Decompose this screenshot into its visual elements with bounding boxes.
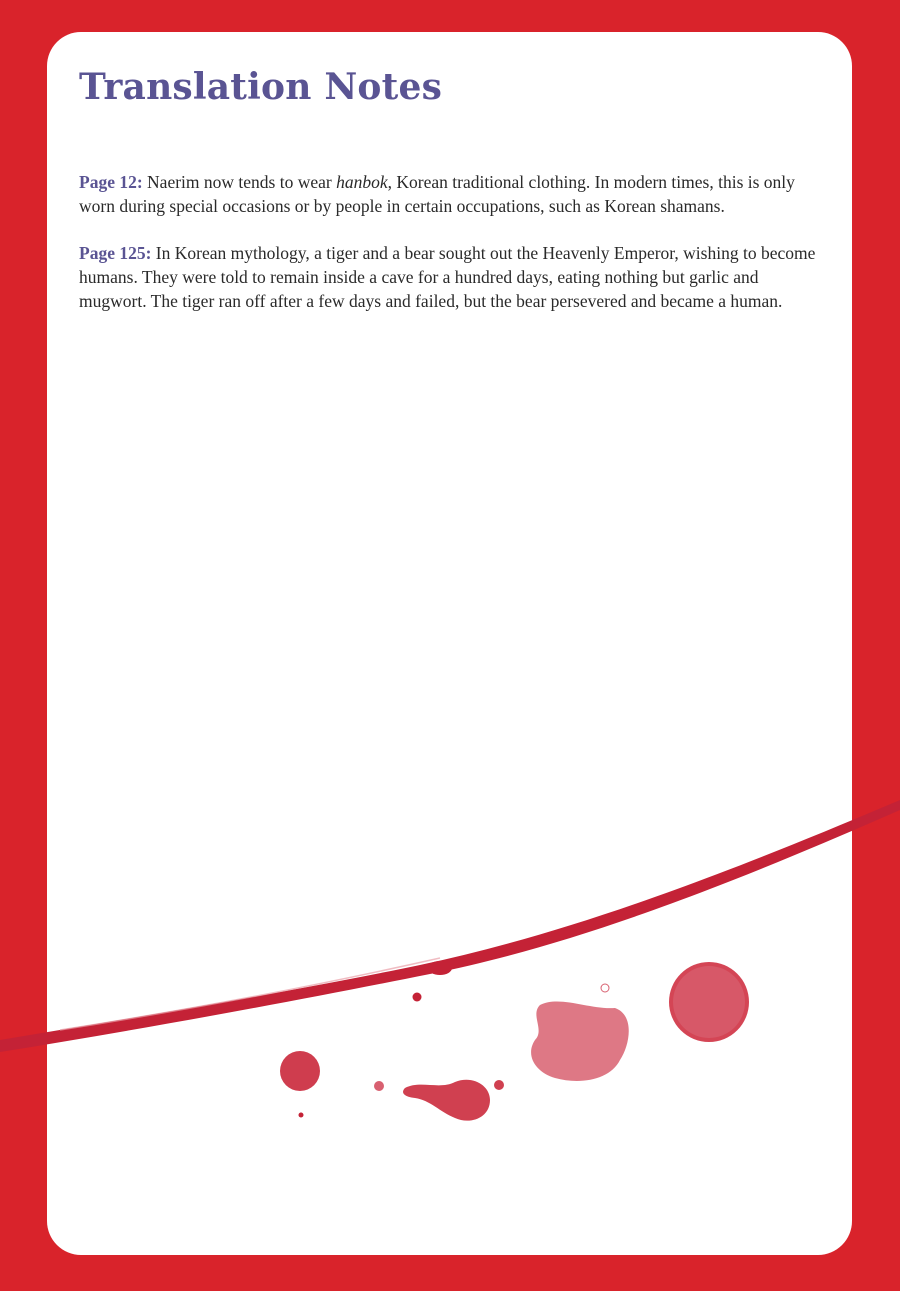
page-title: Translation Notes — [79, 66, 443, 108]
note-text: , Korean traditional clothing. In modern times, this is only worn during special occasions or by people in certain occupations, such as Korean shamans. — [79, 172, 795, 216]
note-label: Page 12: — [79, 172, 143, 192]
note-text: Naerim now tends to wear — [142, 172, 337, 192]
note-text: In Korean mythology, a tiger and a bear sought out the Heavenly Emperor, wishing to become humans. They were told to remain inside a cave for a hundred days, eating nothing but garlic and mugwort. The tiger ran off after a few days and failed, but the bear persevered and became a human. — [79, 243, 816, 311]
note-label: Page 125: — [79, 243, 152, 263]
page-card — [47, 32, 852, 1255]
note-page-12 — [79, 170, 824, 218]
note-page-125 — [79, 241, 824, 313]
notes-list — [79, 170, 824, 336]
note-term: hanbok — [336, 172, 388, 192]
